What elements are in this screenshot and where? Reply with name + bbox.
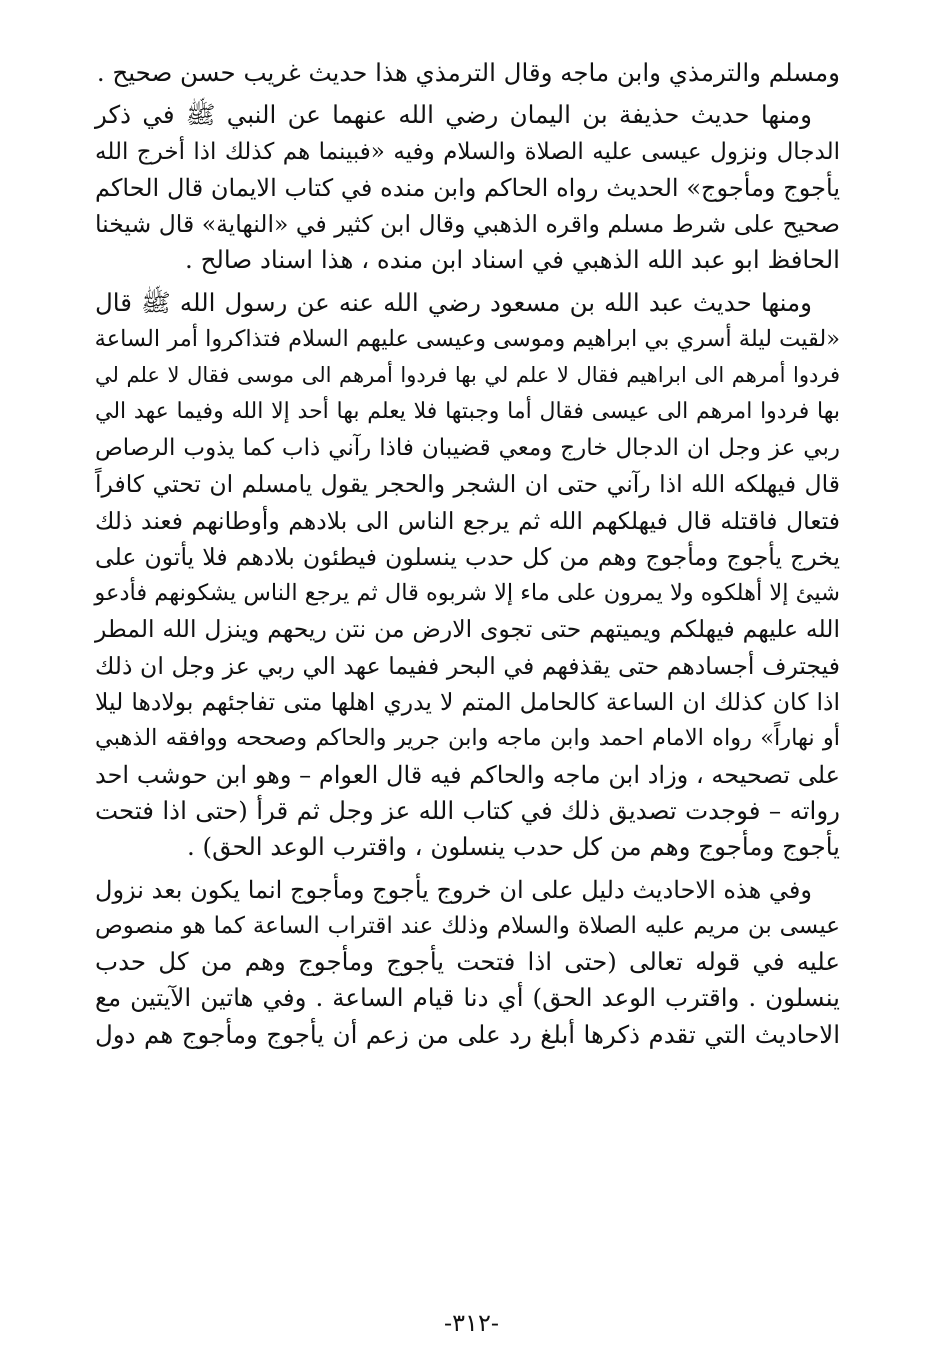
text-line: ينسلون . واقترب الوعد الحق) أي دنا قيام الساعة . وفي هاتين الآيتين مع: [95, 983, 840, 1013]
text-line: ومنها حديث حذيفة بن اليمان رضي الله عنهما عن النبي ﷺ في ذكر: [95, 100, 812, 130]
text-line: شيئ إلا أهلكوه ولا يمرون على ماء إلا شربوه قال ثم يرجع الناس يشكونهم فأدعو: [94, 580, 840, 607]
text-line: فتعال فاقتله قال فيهلكهم الله ثم يرجع الناس الى بلادهم وأوطانهم فعند ذلك: [95, 506, 840, 535]
text-line: عيسى بن مريم عليه الصلاة والسلام وذلك عند اقتراب الساعة كما هو منصوص: [95, 912, 840, 939]
text-line: فيجترف أجسادهم حتى يقذفهم في البحر ففيما عهد الي ربي عز وجل ان ذلك: [95, 651, 840, 680]
paragraph: [95, 97, 840, 278]
paragraph: [95, 285, 840, 866]
text-line: الله عليهم فيهلكم ويميتهم حتى تجوى الارض من نتن ريحهم وينزل الله المطر: [95, 615, 840, 644]
text-line: الاحاديث التي تقدم ذكرها أبلغ رد على من زعم أن يأجوج ومأجوج هم دول: [95, 1019, 840, 1049]
text-line: رواته – فوجدت تصديق ذلك في كتاب الله عز وجل ثم قرأ (حتى اذا فتحت: [95, 795, 840, 825]
text-line: قال فيهلكه الله اذا رآني حتى ان الشجر والحجر يقول يامسلم ان تحتي كافراً: [95, 470, 840, 499]
text-line: صحيح على شرط مسلم واقره الذهبي وقال ابن كثير في «النهاية» قال شيخنا: [95, 210, 840, 239]
text-line: بها فردوا امرهم الى عيسى فقال أما وجبتها فلا يعلم بها أحد إلا الله وفيما عهد الي: [95, 398, 840, 424]
text-line: يأجوج ومأجوج» الحديث رواه الحاكم وابن منده في كتاب الايمان قال الحاكم: [95, 173, 840, 202]
text-line: يخرج يأجوج ومأجوج وهم من كل حدب ينسلون فيطئون بلادهم فلا يأتون على: [95, 542, 840, 571]
text-line: الدجال ونزول عيسى عليه الصلاة والسلام وفيه «فبينما هم كذلك اذا أخرج الله: [95, 138, 840, 165]
text-line: يأجوج ومأجوج وهم من كل حدب ينسلون ، واقترب الوعد الحق) .: [186, 832, 840, 862]
text-line: وفي هذه الاحاديث دليل على ان خروج يأجوج ومأجوج انما يكون بعد نزول: [95, 875, 812, 904]
text-line: ومسلم والترمذي وابن ماجه وقال الترمذي هذا حديث غريب حسن صحيح .: [96, 58, 840, 87]
text-line: اذا كان كذلك ان الساعة كالحامل المتم لا يدري اهلها متى تفاجئهم بولادها ليلا: [95, 688, 840, 717]
page-body: [95, 55, 840, 1059]
text-line: «لقيت ليلة أسري بي ابراهيم وموسى وعيسى عليهم السلام فتذاكروا أمر الساعة: [94, 326, 840, 353]
paragraph: [95, 55, 840, 91]
text-line: ربي عز وجل ان الدجال خارج ومعي قضيبان فاذا رآني ذاب كما يذوب الرصاص: [95, 434, 840, 461]
paragraph: [95, 872, 840, 1053]
text-line: الحافظ ابو عبد الله الذهبي في اسناد ابن منده ، هذا اسناد صالح .: [185, 245, 840, 275]
page-number: -٣١٢-: [444, 1309, 499, 1337]
text-line: فردوا أمرهم الى ابراهيم فقال لا علم لي بها فردوا أمرهم الى موسى فقال لا علم لي: [95, 363, 840, 388]
text-line: على تصحيحه ، وزاد ابن ماجه والحاكم فيه قال العوام – وهو ابن حوشب احد: [95, 760, 840, 789]
text-line: أو نهاراً» رواه الامام احمد وابن ماجه وابن جرير والحاكم وصححه ووافقه الذهبي: [95, 725, 840, 752]
text-line: عليه في قوله تعالى (حتى اذا فتحت يأجوج ومأجوج وهم من كل حدب: [95, 947, 840, 977]
text-line: ومنها حديث عبد الله بن مسعود رضي الله عنه عن رسول الله ﷺ قال: [95, 287, 812, 317]
